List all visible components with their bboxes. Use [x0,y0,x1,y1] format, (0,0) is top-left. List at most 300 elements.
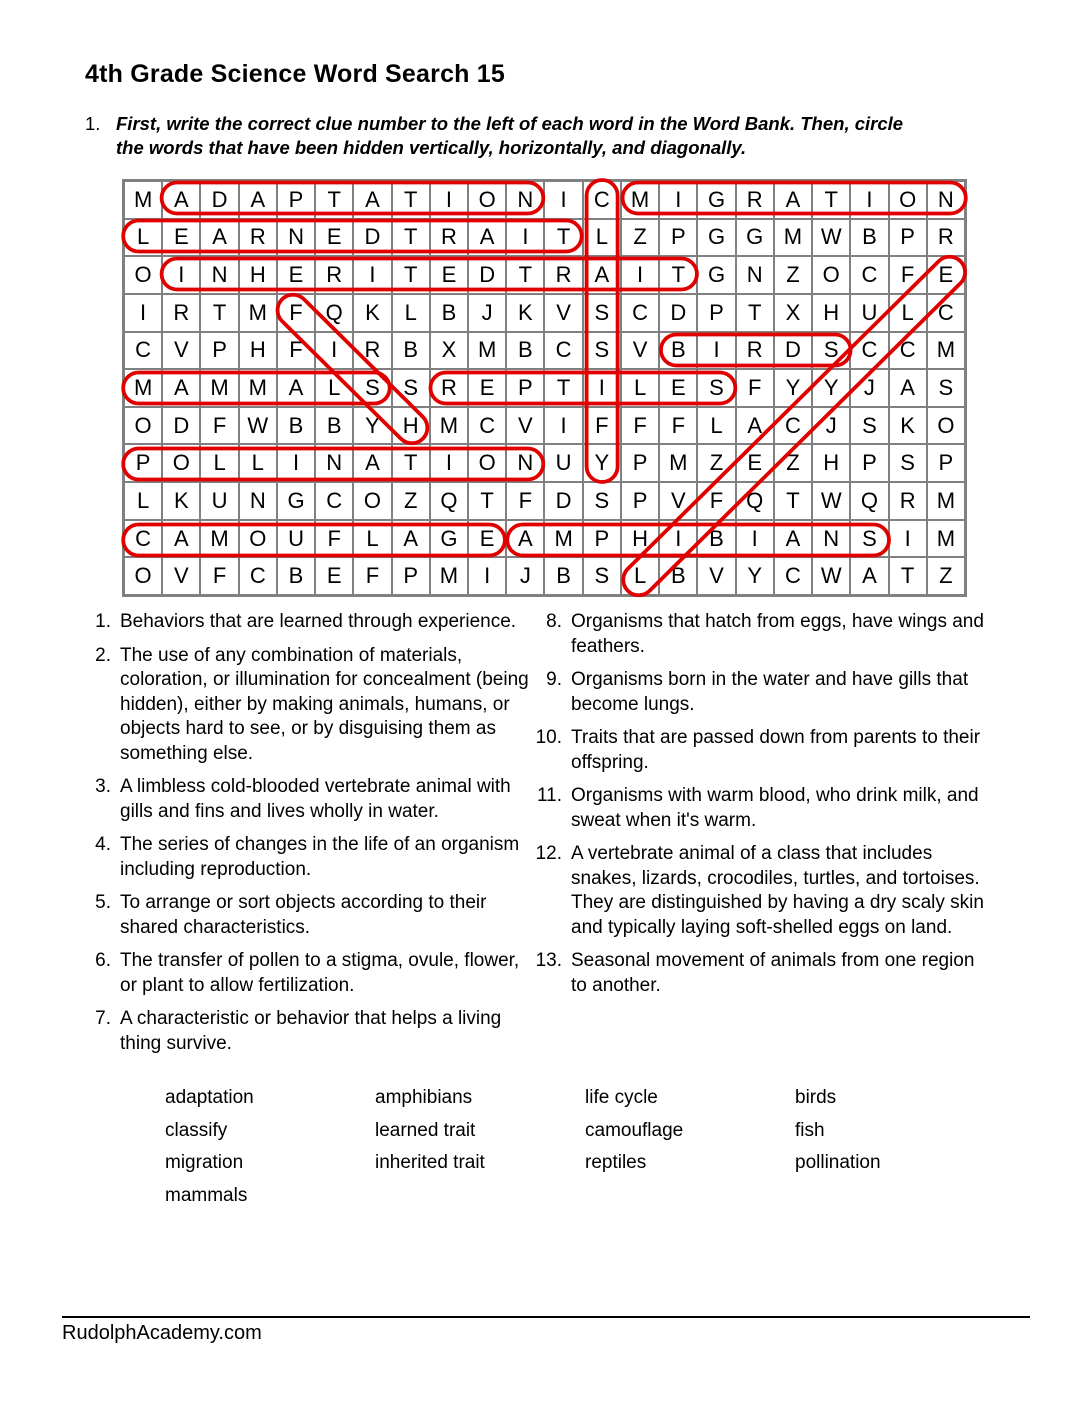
grid-cell: G [697,256,735,294]
grid-cell: N [506,444,544,482]
word-bank-item: fish [795,1119,825,1141]
grid-cell: Z [697,444,735,482]
grid-cell: U [850,294,888,332]
word-bank-item: birds [795,1087,837,1108]
grid-cell: V [506,407,544,445]
grid-cell: K [506,294,544,332]
grid-cell: N [239,482,277,520]
grid-cell: T [774,482,812,520]
grid-cell: L [392,294,430,332]
word-bank-item: inherited trait [375,1152,485,1173]
grid-cell: M [621,181,659,219]
grid-cell: K [162,482,200,520]
grid-cell: A [889,369,927,407]
grid-cell: I [124,294,162,332]
grid-cell: K [353,294,391,332]
grid-cell: M [927,482,965,520]
grid-cell: S [812,332,850,370]
clue-text: Seasonal movement of animals from one region to another. [571,950,975,996]
grid-cell: I [544,181,582,219]
clue-list-left [85,610,532,1056]
grid-cell: R [889,482,927,520]
clue-number: 3. [95,776,111,797]
grid-cell: D [544,482,582,520]
grid-cell: R [430,219,468,257]
grid-cell: N [736,256,774,294]
grid-cell: G [697,219,735,257]
grid-cell: T [392,256,430,294]
word-bank-item: mammals [165,1184,248,1206]
clue-text: The use of any combination of materials, coloration, or illumination for concealment (being hidden), either by making animals, humans, or objects hard to see, or by disguising them as something else. [120,644,529,764]
grid-cell: E [162,219,200,257]
grid-cell: L [353,520,391,558]
grid-cell: F [736,369,774,407]
grid-cell: R [736,181,774,219]
clue-text: To arrange or sort objects according to their shared characteristics. [120,892,487,938]
grid-cell: Z [392,482,430,520]
clue-text: A limbless cold-blooded vertebrate animal with gills and fins and lives wholly in water. [120,776,511,822]
clue-text: A characteristic or behavior that helps a living thing survive. [120,1008,502,1054]
grid-cell: C [774,407,812,445]
grid-cell: A [392,520,430,558]
grid-cell: C [889,332,927,370]
grid-cell: I [736,520,774,558]
clue-item [526,726,992,775]
grid-cell: F [353,557,391,595]
grid-cell: A [162,520,200,558]
grid-cell: I [659,520,697,558]
grid-cell: W [812,557,850,595]
grid-cell: O [124,557,162,595]
grid-cell: C [239,557,277,595]
footer-site-name: RudolphAcademy.com [62,1322,262,1344]
grid-cell: I [468,557,506,595]
grid-cell: V [659,482,697,520]
clue-number: 11. [536,785,562,806]
grid-cell: S [583,332,621,370]
grid-cell: P [889,219,927,257]
grid-cell: A [506,520,544,558]
word-bank-item: migration [165,1152,244,1173]
grid-cell: T [392,444,430,482]
grid-cell: P [850,444,888,482]
grid-cell: Q [850,482,888,520]
grid-cell: D [353,219,391,257]
grid-cell: U [544,444,582,482]
grid-cell: F [277,332,315,370]
clue-list-right [526,610,992,998]
clue-item [526,784,992,833]
grid-cell: A [239,181,277,219]
clue-item [85,891,532,940]
grid-cell: J [506,557,544,595]
grid-cell: C [468,407,506,445]
grid-cell: L [889,294,927,332]
grid-cell: F [583,407,621,445]
grid-cell: P [200,332,238,370]
grid-cell: F [200,557,238,595]
grid-cell: T [200,294,238,332]
grid-cell: H [812,294,850,332]
grid-cell: R [736,332,774,370]
grid-cell: I [697,332,735,370]
grid-cell: F [621,407,659,445]
grid-cell: K [889,407,927,445]
grid-cell: J [850,369,888,407]
grid-cell: E [430,256,468,294]
grid-cell: C [850,256,888,294]
grid-cell: E [468,520,506,558]
grid-cell: V [544,294,582,332]
word-search-grid [122,179,967,597]
grid-cell: E [315,219,353,257]
grid-cell: B [315,407,353,445]
grid-cell: Q [430,482,468,520]
grid-cell: W [812,219,850,257]
grid-cell: M [239,294,277,332]
grid-cell: T [659,256,697,294]
grid-cell: Q [736,482,774,520]
grid-cell: T [544,219,582,257]
grid-cell: F [315,520,353,558]
word-bank-item: life cycle [585,1087,658,1108]
grid-cell: W [812,482,850,520]
clue-item [85,644,532,767]
grid-cell: L [621,369,659,407]
grid-cell: U [200,482,238,520]
grid-cell: D [659,294,697,332]
grid-cell: P [621,482,659,520]
grid-cell: M [239,369,277,407]
grid-cell: Y [736,557,774,595]
grid-cell: I [889,520,927,558]
grid-cell: O [812,256,850,294]
word-bank-column [375,1082,585,1212]
clue-number: 10. [535,727,562,748]
clue-number: 6. [95,950,111,971]
grid-cell: L [697,407,735,445]
grid-cell: S [850,520,888,558]
grid-cell: M [124,369,162,407]
grid-cell: S [889,444,927,482]
grid-cell: S [583,482,621,520]
grid-cell: L [200,444,238,482]
clue-item [85,1007,532,1056]
grid-cell: H [621,520,659,558]
grid-cell: O [889,181,927,219]
grid-cell: C [544,332,582,370]
grid-cell: X [430,332,468,370]
grid-cell: P [927,444,965,482]
grid-cell: I [583,369,621,407]
grid-cell: I [277,444,315,482]
word-bank-item: reptiles [585,1152,647,1173]
grid-cell: A [468,219,506,257]
grid-cell: R [353,332,391,370]
grid-cell: G [736,219,774,257]
grid-cell: B [659,557,697,595]
grid-cell: C [774,557,812,595]
grid-cell: M [927,520,965,558]
clue-number: 2. [95,644,111,666]
grid-cell: B [277,557,315,595]
clue-item [526,610,992,659]
grid-cell: Z [774,444,812,482]
clue-number: 7. [95,1008,111,1029]
word-bank-item: learned trait [375,1119,476,1141]
grid-cell: I [162,256,200,294]
grid-cell: L [124,482,162,520]
grid-cell: C [124,332,162,370]
word-bank-item: camouflage [585,1119,684,1141]
grid-cell: M [124,181,162,219]
grid-cell: J [812,407,850,445]
grid-cell: O [124,256,162,294]
grid-cell: M [200,369,238,407]
grid-cell: N [506,181,544,219]
grid-cell: N [315,444,353,482]
word-bank-item: pollination [795,1152,881,1173]
grid-cell: L [583,219,621,257]
grid-cell: P [659,219,697,257]
grid-cell: F [697,482,735,520]
grid-cell: D [774,332,812,370]
grid-cell: B [277,407,315,445]
word-bank-item: adaptation [165,1087,254,1108]
grid-cell: T [544,369,582,407]
letter-grid [122,179,967,597]
grid-cell: Z [621,219,659,257]
grid-cell: O [468,181,506,219]
clue-item [85,833,532,882]
grid-cell: B [392,332,430,370]
word-bank-column [585,1082,795,1212]
grid-cell: P [506,369,544,407]
grid-cell: N [812,520,850,558]
grid-cell: X [774,294,812,332]
grid-cell: S [583,557,621,595]
word-bank-item: amphibians [375,1087,473,1108]
clue-text: Organisms that hatch from eggs, have wings and feathers. [571,611,984,657]
grid-cell: V [621,332,659,370]
grid-cell: I [659,181,697,219]
clue-item [526,668,992,717]
grid-cell: E [468,369,506,407]
grid-cell: S [927,369,965,407]
grid-cell: M [200,520,238,558]
grid-cell: P [697,294,735,332]
clue-number: 13. [535,950,562,971]
grid-cell: M [468,332,506,370]
clue-item [85,610,532,635]
grid-cell: A [162,181,200,219]
grid-cell: H [392,407,430,445]
grid-cell: B [544,557,582,595]
grid-cell: E [277,256,315,294]
grid-cell: I [621,256,659,294]
grid-cell: O [468,444,506,482]
grid-cell: L [621,557,659,595]
grid-cell: E [659,369,697,407]
grid-cell: T [506,256,544,294]
grid-cell: Y [353,407,391,445]
grid-cell: J [468,294,506,332]
grid-cell: C [850,332,888,370]
grid-cell: P [583,520,621,558]
grid-cell: B [430,294,468,332]
grid-cell: T [468,482,506,520]
grid-cell: R [315,256,353,294]
grid-cell: A [850,557,888,595]
grid-cell: Z [927,557,965,595]
grid-cell: M [659,444,697,482]
clue-number: 12. [535,843,562,864]
word-bank-item: classify [165,1119,228,1141]
word-bank-column [795,1082,1005,1212]
grid-cell: A [353,444,391,482]
grid-cell: I [430,444,468,482]
grid-cell: P [392,557,430,595]
grid-cell: A [774,520,812,558]
grid-cell: C [315,482,353,520]
footer-divider [62,1316,1030,1318]
grid-cell: D [162,407,200,445]
grid-cell: L [315,369,353,407]
grid-cell: N [277,219,315,257]
grid-cell: I [544,407,582,445]
grid-cell: B [506,332,544,370]
clue-item [526,842,992,940]
grid-cell: M [430,557,468,595]
clue-text: Behaviors that are learned through experience. [120,611,517,632]
grid-cell: I [850,181,888,219]
grid-cell: A [277,369,315,407]
grid-cell: O [927,407,965,445]
grid-cell: D [468,256,506,294]
clue-number: 8. [546,611,562,632]
grid-cell: P [277,181,315,219]
grid-cell: S [583,294,621,332]
grid-cell: N [200,256,238,294]
grid-cell: T [392,181,430,219]
grid-cell: I [506,219,544,257]
grid-cell: F [200,407,238,445]
grid-cell: S [697,369,735,407]
grid-cell: S [353,369,391,407]
grid-cell: A [774,181,812,219]
clue-item [85,949,532,998]
grid-cell: Y [812,369,850,407]
instruction [85,112,930,160]
grid-cell: N [927,181,965,219]
grid-cell: R [162,294,200,332]
word-bank-column [165,1082,375,1212]
grid-cell: A [583,256,621,294]
grid-cell: Y [583,444,621,482]
grid-cell: P [621,444,659,482]
grid-cell: H [239,256,277,294]
grid-cell: L [239,444,277,482]
grid-cell: E [736,444,774,482]
grid-cell: B [659,332,697,370]
grid-cell: R [927,219,965,257]
grid-cell: I [353,256,391,294]
grid-cell: U [277,520,315,558]
page-title: 4th Grade Science Word Search 15 [85,60,505,88]
grid-cell: M [430,407,468,445]
grid-cell: V [162,557,200,595]
grid-cell: T [315,181,353,219]
clue-item [85,775,532,824]
grid-cell: D [200,181,238,219]
grid-cell: Z [774,256,812,294]
grid-cell: R [544,256,582,294]
grid-cell: G [430,520,468,558]
grid-cell: T [812,181,850,219]
grid-cell: A [736,407,774,445]
grid-cell: M [544,520,582,558]
grid-cell: O [124,407,162,445]
grid-cell: O [353,482,391,520]
grid-cell: F [889,256,927,294]
grid-cell: L [124,219,162,257]
instruction-text: First, write the correct clue number to the left of each word in the Word Bank. Then, circle the words that have been hidden vertically, horizontally, and diagonally. [116,113,904,158]
clue-number: 9. [546,669,562,690]
grid-cell: F [506,482,544,520]
grid-cell: T [889,557,927,595]
grid-cell: A [200,219,238,257]
grid-cell: M [774,219,812,257]
grid-cell: S [392,369,430,407]
grid-cell: B [850,219,888,257]
grid-cell: R [239,219,277,257]
grid-cell: A [353,181,391,219]
grid-cell: Y [774,369,812,407]
clue-number: 1. [95,611,111,632]
clue-text: Organisms born in the water and have gills that become lungs. [571,669,969,715]
grid-cell: B [697,520,735,558]
grid-cell: I [315,332,353,370]
clue-number: 5. [95,892,111,913]
grid-cell: C [124,520,162,558]
clue-item [526,949,992,998]
grid-cell: F [659,407,697,445]
clue-text: A vertebrate animal of a class that includes snakes, lizards, crocodiles, turtles, and tortoises. They are distinguished by having a dry scaly skin and typically laying soft-shelled eggs on land. [571,843,984,938]
grid-cell: G [697,181,735,219]
grid-cell: C [621,294,659,332]
word-bank [165,1082,1025,1212]
grid-cell: G [277,482,315,520]
grid-cell: T [392,219,430,257]
clue-text: Traits that are passed down from parents to their offspring. [571,727,981,773]
grid-cell: H [812,444,850,482]
grid-cell: A [162,369,200,407]
grid-cell: P [124,444,162,482]
grid-cell: I [430,181,468,219]
grid-cell: M [927,332,965,370]
grid-cell: H [239,332,277,370]
grid-cell: R [430,369,468,407]
clue-number: 4. [95,834,111,855]
grid-cell: O [239,520,277,558]
grid-cell: C [583,181,621,219]
clue-text: The transfer of pollen to a stigma, ovule, flower, or plant to allow fertilization. [120,950,520,996]
grid-cell: E [927,256,965,294]
instruction-number: 1. [85,113,101,134]
grid-cell: Q [315,294,353,332]
grid-cell: W [239,407,277,445]
grid-cell: E [315,557,353,595]
